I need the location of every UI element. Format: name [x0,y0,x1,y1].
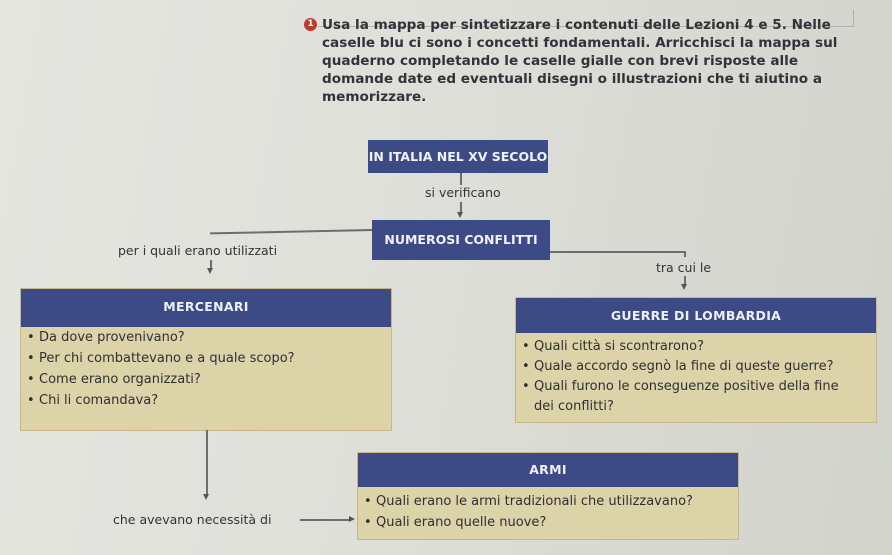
guerre-lombardia-questions [516,337,876,417]
mercenari-question: • Da dove provenivano? [21,327,391,348]
mercenari-header: MERCENARI [21,289,391,327]
armi-questions [358,491,738,533]
mercenari-answer-area [21,327,391,430]
conflicts-concept-box [372,220,550,260]
arrow-down-icon [681,284,687,290]
connector-bottom-horizontal [300,519,350,521]
connector-right-horizontal [550,251,684,253]
connector-right-vertical-2 [684,276,686,284]
guerre-question-continued: dei conflitti? [534,399,614,414]
mercenari-question: • Chi li comandava? [21,390,391,411]
link-label-right: tra cui le [656,260,712,275]
armi-answer-area [358,487,738,539]
connector-right-vertical [684,251,686,257]
armi-question: • Quali erano quelle nuove? [358,512,738,533]
connector-left-horizontal [210,229,372,234]
guerre-question: • Quale accordo segnò la fine di queste guerre? [516,357,876,377]
arrow-down-icon [207,268,213,274]
arrow-down-icon [457,212,463,218]
guerre-question: • Quali furono le conseguenze positive della fine [516,377,876,397]
connector-bottom-vertical [206,430,208,494]
armi-question: • Quali erano le armi tradizionali che utilizzavano? [358,491,738,512]
root-concept-box [368,140,548,173]
mercenari-card [20,288,392,431]
conflicts-concept-label: NUMEROSI CONFLITTI [384,232,538,247]
exercise-number-badge: 1 [304,18,317,31]
mercenari-questions [21,327,391,411]
connector-left-vertical [210,260,212,268]
connector-root [460,173,462,185]
mercenari-question: • Come erano organizzati? [21,369,391,390]
link-label-root: si verificano [425,185,501,200]
guerre-lombardia-card [515,297,877,423]
armi-header: ARMI [358,453,738,487]
link-label-left: per i quali erano utilizzati [118,243,278,258]
root-concept-label: IN ITALIA NEL XV SECOLO [368,149,548,164]
link-label-bottom: che avevano necessità di [113,512,272,527]
guerre-lombardia-answer-area [516,333,876,422]
guerre-question: • Quali città si scontrarono? [516,337,876,357]
guerre-lombardia-header: GUERRE DI LOMBARDIA [516,298,876,333]
mercenari-question: • Per chi combattevano e a quale scopo? [21,348,391,369]
arrow-right-icon [349,516,355,522]
arrow-down-icon [203,494,209,500]
armi-card [357,452,739,540]
exercise-instructions: Usa la mappa per sintetizzare i contenuti delle Lezioni 4 e 5. Nelle caselle blu ci sono i concetti fondamentali. Arricchisci la mappa sul quaderno completando le caselle gialle con brevi risposte alle domande date ed eventuali disegni o illustrazioni che ti aiutino a memorizzare. [322,17,838,105]
